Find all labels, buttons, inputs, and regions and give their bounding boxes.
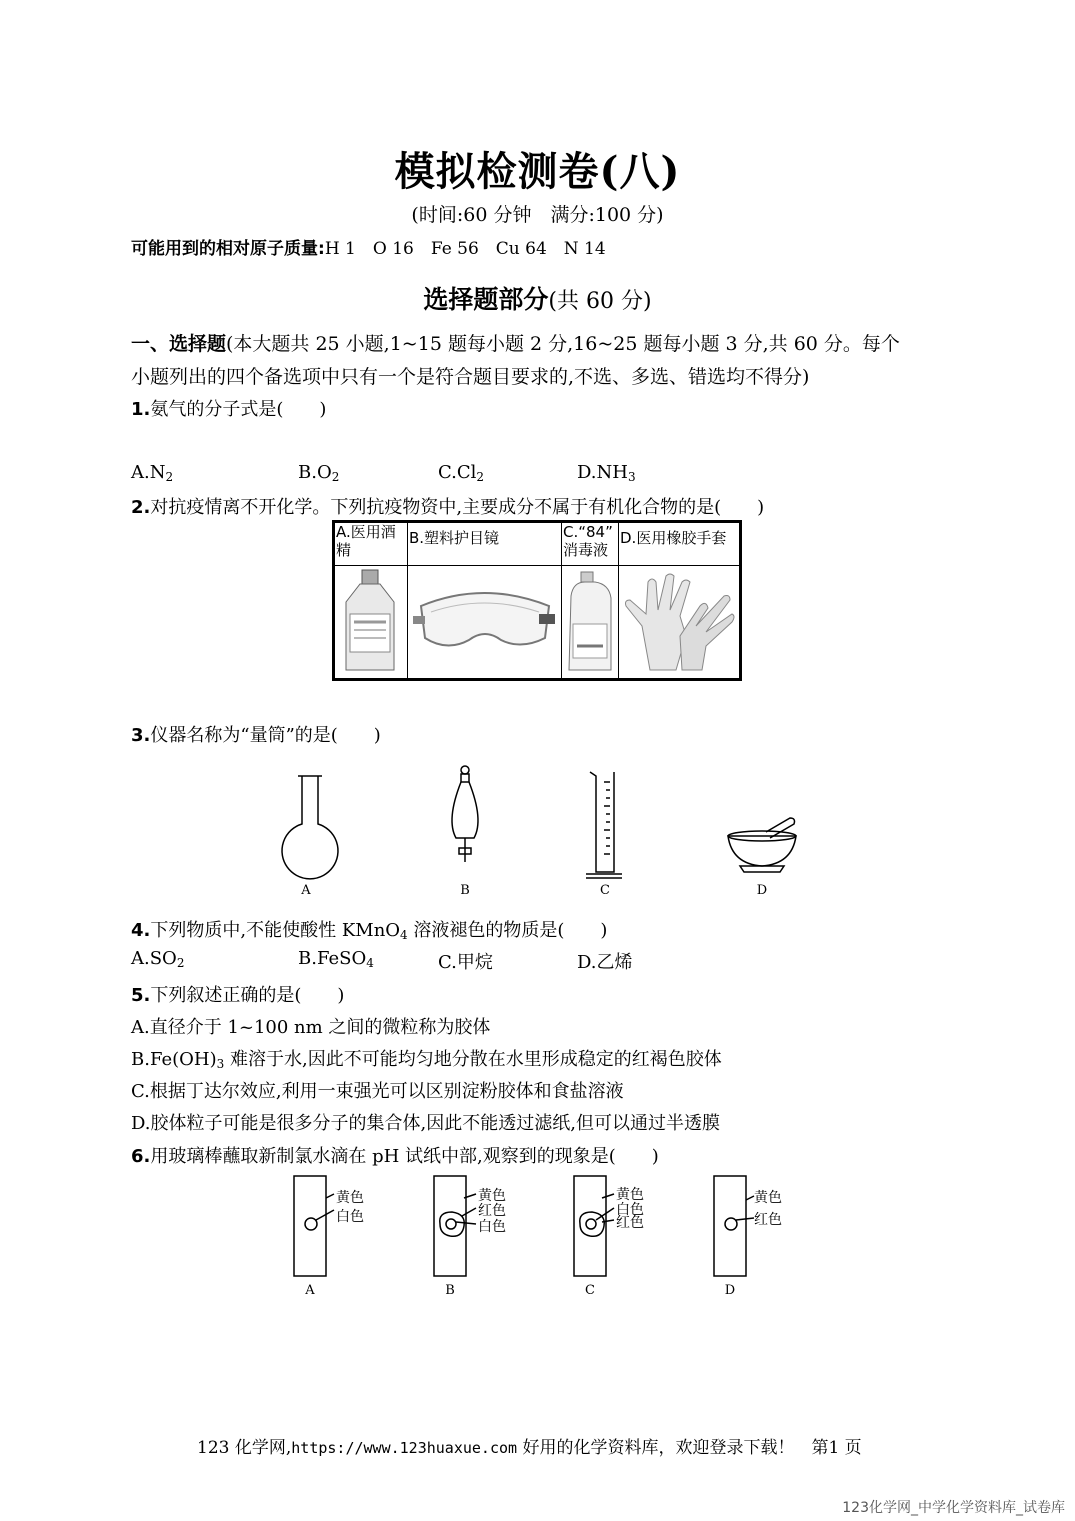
rubber-gloves-image <box>619 566 741 680</box>
q4-option-d: D.乙烯 <box>577 952 633 973</box>
q2-col-c-header: C.“84” 消毒液 <box>562 522 619 566</box>
q6-c-red: 红色 <box>616 1215 644 1231</box>
q2-col-a-header: A.医用酒 精 <box>334 522 408 566</box>
part1-heading: 一、选择题(本大题共 25 小题,1~15 题每小题 2 分,16~25 题每小题 3 分,共 60 分。每个 <box>131 333 900 355</box>
page-title: 模拟检测卷(八) <box>394 148 681 195</box>
q3-label-b: B <box>460 883 470 898</box>
q6-d-yellow: 黄色 <box>754 1190 782 1206</box>
q6-b-red: 红色 <box>478 1203 506 1219</box>
q5-option-d: D.胶体粒子可能是很多分子的集合体,因此不能透过滤纸,但可以通过半透膜 <box>131 1113 720 1134</box>
question-2: 2.对抗疫情离不开化学。下列抗疫物资中,主要成分不属于有机化合物的是( ) <box>131 497 765 518</box>
q2-supplies-table <box>332 520 742 681</box>
question-1: 1.氨气的分子式是( ) <box>131 399 327 420</box>
q6-label-c: C <box>585 1283 595 1298</box>
q5-option-c: C.根据丁达尔效应,利用一束强光可以区别淀粉胶体和食盐溶液 <box>131 1081 624 1102</box>
q2-col-b-header: B.塑料护目镜 <box>408 522 562 566</box>
alcohol-bottle-image <box>334 566 408 680</box>
q4-option-b: B.FeSO$_4$ <box>298 948 374 970</box>
q1-option-b: $B.O_2$ <box>298 462 340 484</box>
part1-desc: 小题列出的四个备选项中只有一个是符合题目要求的,不选、多选、错选均不得分) <box>131 366 810 388</box>
round-bottom-flask-icon <box>282 776 338 879</box>
q6-c-white: 白色 <box>616 1202 644 1218</box>
q6-b-white: 白色 <box>478 1219 506 1235</box>
q6-label-b: B <box>445 1283 455 1298</box>
q6-ph-paper-figure <box>280 1172 800 1302</box>
ph-strip-d <box>714 1176 746 1276</box>
q6-a-white: 白色 <box>336 1209 364 1225</box>
ph-strip-c <box>574 1176 606 1276</box>
q6-label-d: D <box>724 1283 736 1298</box>
disinfectant-bottle-image <box>562 566 619 680</box>
goggles-image <box>408 566 562 680</box>
question-3: 3.仪器名称为“量筒”的是( ) <box>131 725 381 746</box>
exam-time-score: (时间:60 分钟 满分:100 分) <box>411 204 664 226</box>
q6-c-yellow: 黄色 <box>616 1187 644 1203</box>
section-title: 选择题部分(共 60 分) <box>423 285 652 314</box>
q3-label-d: D <box>756 883 768 898</box>
q5-option-a: A.直径介于 1~100 nm 之间的微粒称为胶体 <box>131 1017 491 1038</box>
q2-col-d-header: D.医用橡胶手套 <box>619 522 741 566</box>
atomic-mass-line: 可能用到的相对原子质量:H 1 O 16 Fe 56 Cu 64 N 14 <box>131 239 606 259</box>
measuring-cylinder-icon <box>586 772 622 878</box>
question-5: 5.下列叙述正确的是( ) <box>131 985 345 1006</box>
q1-option-a: $A.N_2$ <box>131 462 174 484</box>
question-6: 6.用玻璃棒蘸取新制氯水滴在 pH 试纸中部,观察到的现象是( ) <box>131 1146 659 1167</box>
q5-option-b: $B.Fe(OH)_3$ 难溶于水,因此不可能均匀地分散在水里形成稳定的红褐色胶体 <box>131 1049 722 1071</box>
page-footer: 123 化学网,https://www.123huaxue.com 好用的化学资料库，欢迎登录下载！ 第1 页 <box>197 1438 862 1458</box>
q1-option-c: $C.Cl_2$ <box>438 462 485 484</box>
q6-label-a: A <box>305 1283 315 1298</box>
q3-label-c: C <box>600 883 610 898</box>
q3-label-a: A <box>301 883 311 898</box>
ph-strip-b <box>434 1176 466 1276</box>
question-4: 4.下列物质中,不能使酸性 KMnO$_4$ 溶液褪色的物质是( ) <box>131 920 608 942</box>
ph-strip-a <box>294 1176 326 1276</box>
q4-option-c: C.甲烷 <box>438 952 493 973</box>
q4-option-a: $A.SO_2$ <box>131 948 185 970</box>
q1-option-d: $D.NH_3$ <box>577 462 636 484</box>
footer-link[interactable]: https://www.123huaxue.com <box>291 1439 518 1457</box>
q3-instruments-figure <box>270 760 810 900</box>
q6-d-red: 红色 <box>754 1212 782 1228</box>
mortar-and-pestle-icon <box>728 818 796 872</box>
separatory-funnel-icon <box>452 766 478 862</box>
watermark: 123化学网_中学化学资料库_试卷库 <box>842 1500 1065 1516</box>
q6-b-yellow: 黄色 <box>478 1188 506 1204</box>
q6-a-yellow: 黄色 <box>336 1190 364 1206</box>
